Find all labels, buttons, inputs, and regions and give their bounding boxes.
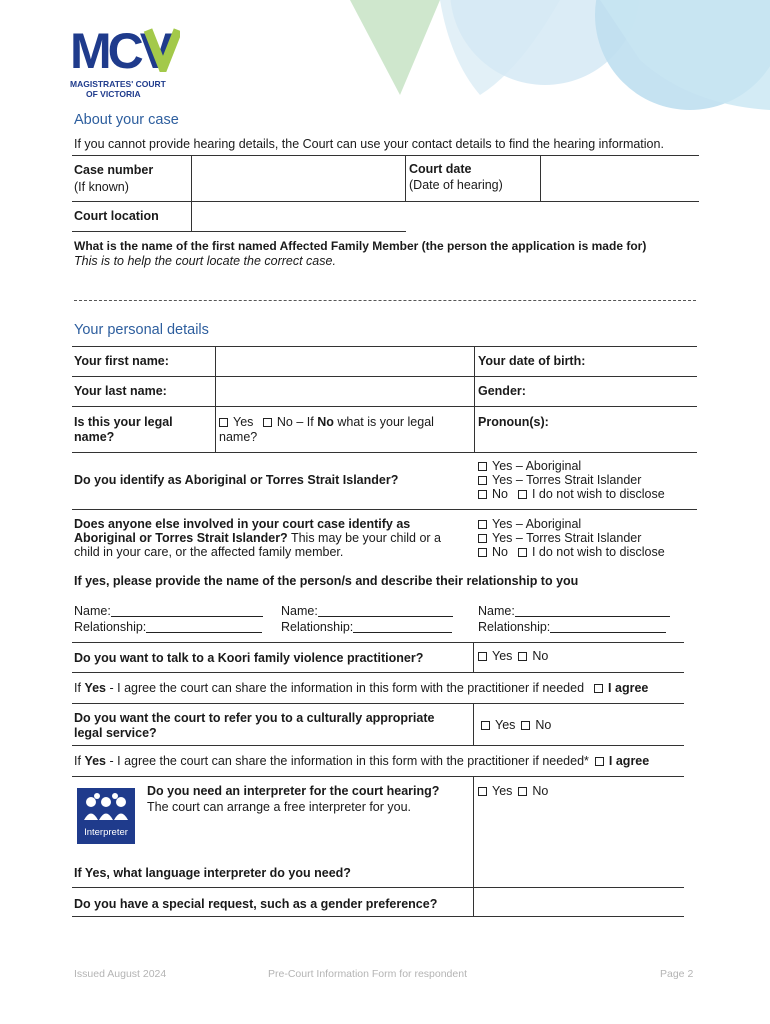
- name-3-label: Name:: [478, 604, 515, 618]
- language-question: If Yes, what language interpreter do you need?: [74, 866, 351, 880]
- interpreter-no-label: No: [532, 784, 549, 798]
- legal-service-no-checkbox[interactable]: [521, 721, 530, 730]
- interpreter-icon: [77, 788, 135, 844]
- interpreter-yes-label: Yes: [492, 784, 513, 798]
- relationship-3: [478, 620, 666, 635]
- legal-consent-yes: Yes: [84, 754, 106, 768]
- personal-heading: Your personal details: [74, 322, 209, 338]
- legal-no-prefix: No – If: [276, 415, 314, 429]
- koori-question: Do you want to talk to a Koori family violence practitioner?: [74, 651, 424, 665]
- special-request-input[interactable]: [476, 890, 685, 916]
- court-date-sub: (Date of hearing): [409, 178, 503, 192]
- koori-consent-text: - I agree the court can share the information in this form with the practitioner if needed: [109, 681, 585, 695]
- relationship-1-label: Relationship:: [74, 620, 147, 634]
- identity-no-checkbox[interactable]: [478, 490, 487, 499]
- interpreter-yes-checkbox[interactable]: [478, 787, 487, 796]
- afm-hint: This is to help the court locate the correct case.: [74, 254, 336, 268]
- case-number-input[interactable]: [194, 158, 406, 200]
- legal-service-yes-label: Yes: [495, 718, 516, 732]
- logo-line1: MAGISTRATES' COURT: [70, 79, 166, 89]
- name-3: [478, 604, 670, 619]
- legal-agree-checkbox[interactable]: [595, 757, 604, 766]
- others-tsi-label: Yes – Torres Strait Islander: [492, 531, 642, 545]
- court-location-label: Court location: [74, 209, 159, 223]
- interpreter-icon-label: Interpreter: [84, 827, 128, 838]
- court-date-label: Court date: [409, 162, 472, 176]
- first-name-input[interactable]: [218, 349, 475, 376]
- others-nodisclose-checkbox[interactable]: [518, 548, 527, 557]
- case-number-sub: (If known): [74, 180, 129, 194]
- legal-name-options: [219, 415, 434, 430]
- legal-agree-label: I agree: [608, 754, 650, 768]
- koori-no-label: No: [532, 649, 549, 663]
- legal-service-yes-checkbox[interactable]: [481, 721, 490, 730]
- mcv-logo: [70, 26, 180, 99]
- pronouns-label: Pronoun(s):: [478, 415, 549, 429]
- legal-name-q2: name?: [74, 430, 115, 444]
- special-request-question: Do you have a special request, such as a gender preference?: [74, 897, 438, 911]
- koori-consent-prefix: If: [74, 681, 81, 695]
- relationship-1-input[interactable]: [146, 620, 262, 633]
- others-q-line2: [74, 531, 441, 546]
- identity-tsi-label: Yes – Torres Strait Islander: [492, 473, 642, 487]
- legal-no-line2: name?: [219, 430, 258, 444]
- relationship-3-input[interactable]: [550, 620, 666, 633]
- name-2-label: Name:: [281, 604, 318, 618]
- logo-letters: MCV: [70, 26, 170, 72]
- legal-q-line1: Do you want the court to refer you to a culturally appropriate: [74, 711, 435, 725]
- identity-nodisclose-checkbox[interactable]: [518, 490, 527, 499]
- identity-opt-tsi: [478, 473, 641, 488]
- others-aboriginal-label: Yes – Aboriginal: [492, 517, 582, 531]
- footer-page: Page 2: [660, 968, 694, 980]
- others-q-bold: Aboriginal or Torres Strait Islander?: [74, 531, 288, 545]
- identity-tsi-checkbox[interactable]: [478, 476, 487, 485]
- koori-agree-label: I agree: [608, 681, 649, 695]
- others-opt-tsi: [478, 531, 641, 546]
- others-q-line3: child in your care, or the affected family member.: [74, 545, 344, 559]
- relationship-2: [281, 620, 452, 635]
- mcv-logo-mark: [70, 26, 180, 72]
- last-name-input[interactable]: [218, 379, 475, 406]
- legal-consent-text: - I agree the court can share the information in this form with the practitioner if needed*: [109, 754, 589, 768]
- others-opt-aboriginal: [478, 517, 581, 532]
- footer-issued: Issued August 2024: [74, 968, 167, 980]
- afm-name-input[interactable]: [74, 282, 696, 301]
- about-heading: About your case: [74, 112, 179, 128]
- identity-aboriginal-checkbox[interactable]: [478, 462, 487, 471]
- name-1-input[interactable]: [111, 604, 263, 617]
- about-intro: If you cannot provide hearing details, the Court can use your contact details to find the hearing information.: [74, 137, 664, 151]
- koori-no-checkbox[interactable]: [518, 652, 527, 661]
- identity-opt-aboriginal: [478, 459, 581, 474]
- case-number-label: Case number: [74, 163, 154, 177]
- identity-nodisclose-label: I do not wish to disclose: [531, 487, 665, 501]
- legal-yes-label: Yes: [233, 415, 254, 429]
- name-1-label: Name:: [74, 604, 111, 618]
- relationship-3-label: Relationship:: [478, 620, 551, 634]
- koori-consent-yes: Yes: [84, 681, 106, 695]
- identity-no-label: No: [492, 487, 508, 501]
- interpreter-sub: The court can arrange a free interpreter for you.: [147, 800, 412, 814]
- others-if-yes: If yes, please provide the name of the person/s and describe their relationship to you: [74, 574, 579, 588]
- afm-question: What is the name of the first named Affected Family Member (the person the application is made for): [74, 239, 647, 253]
- interpreter-question: Do you need an interpreter for the court hearing?: [147, 784, 440, 798]
- gender-label: Gender:: [478, 384, 526, 398]
- others-aboriginal-checkbox[interactable]: [478, 520, 487, 529]
- others-opt-no: [478, 545, 665, 560]
- others-tsi-checkbox[interactable]: [478, 534, 487, 543]
- legal-no-checkbox[interactable]: [263, 418, 272, 427]
- legal-no-bold: No: [317, 415, 334, 429]
- legal-no-suffix: what is your legal: [337, 415, 434, 429]
- others-q-line1: Does anyone else involved in your court case identify as: [74, 517, 411, 531]
- others-q-rest: This may be your child or a: [290, 531, 442, 545]
- name-2-input[interactable]: [318, 604, 453, 617]
- legal-yes-checkbox[interactable]: [219, 418, 228, 427]
- name-3-input[interactable]: [515, 604, 670, 617]
- court-location-input[interactable]: [194, 204, 406, 231]
- relationship-1: [74, 620, 262, 635]
- others-nodisclose-label: I do not wish to disclose: [531, 545, 665, 559]
- identity-question: Do you identify as Aboriginal or Torres Strait Islander?: [74, 473, 399, 487]
- legal-consent-prefix: If: [74, 754, 81, 768]
- dob-label: Your date of birth:: [478, 354, 586, 368]
- name-1: [74, 604, 263, 619]
- logo-line2: OF VICTORIA: [86, 89, 141, 99]
- legal-name-q1: Is this your legal: [74, 415, 173, 429]
- others-no-label: No: [492, 545, 508, 559]
- koori-yes-label: Yes: [492, 649, 513, 663]
- legal-q-line2: legal service?: [74, 726, 157, 740]
- koori-yes-checkbox[interactable]: [478, 652, 487, 661]
- name-2: [281, 604, 453, 619]
- last-name-label: Your last name:: [74, 384, 167, 398]
- footer-title: Pre-Court Information Form for respondent: [268, 968, 467, 980]
- others-no-checkbox[interactable]: [478, 548, 487, 557]
- legal-service-no-label: No: [535, 718, 552, 732]
- interpreter-no-checkbox[interactable]: [518, 787, 527, 796]
- legal-consent: [74, 754, 649, 769]
- court-date-input[interactable]: [543, 158, 701, 200]
- identity-aboriginal-label: Yes – Aboriginal: [492, 459, 582, 473]
- interpreter-options: [478, 784, 548, 799]
- koori-options: [478, 649, 548, 664]
- legal-options: [481, 718, 551, 733]
- relationship-2-input[interactable]: [353, 620, 452, 633]
- koori-consent: [74, 681, 648, 696]
- relationship-2-label: Relationship:: [281, 620, 354, 634]
- identity-opt-no: [478, 487, 665, 502]
- first-name-label: Your first name:: [74, 354, 169, 368]
- koori-agree-checkbox[interactable]: [594, 684, 603, 693]
- language-input[interactable]: [476, 860, 685, 887]
